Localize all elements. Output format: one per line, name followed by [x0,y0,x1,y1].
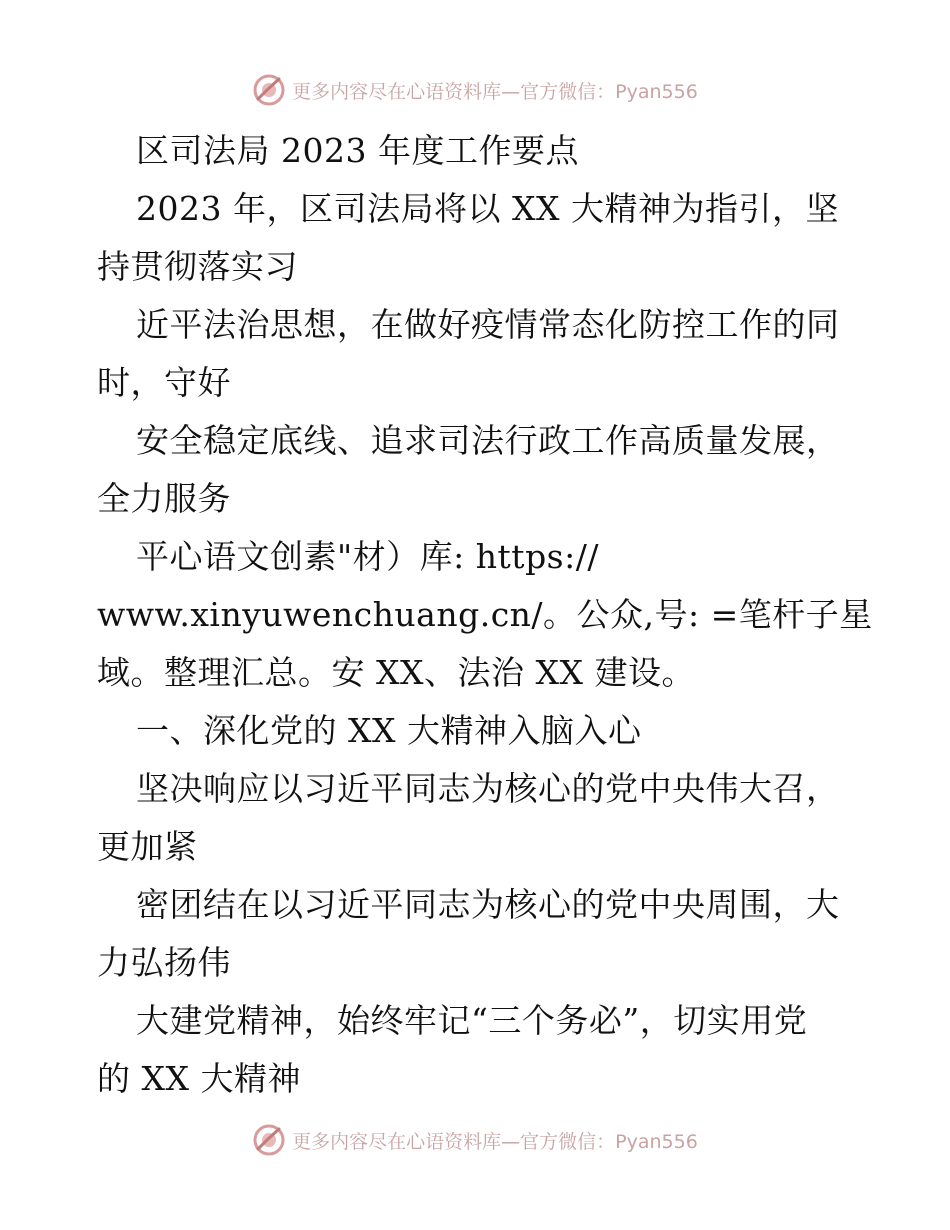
document-body [97,122,873,1108]
text-line: 密团结在以习近平同志为核心的党中央周围，大 [136,885,840,924]
text-line: 平心语文创素"材）库: https:// [136,537,599,576]
text-line: 坚决响应以习近平同志为核心的党中央伟大召， [136,769,840,808]
text-line: 近平法治思想，在做好疫情常态化防控工作的同 [136,305,840,344]
brand-logo-icon [252,1123,286,1157]
header-watermark [0,70,950,110]
text-line: 全力服务 [97,479,231,518]
text-line: 区司法局 2023 年度工作要点 [136,131,579,170]
text-line: 一、深化党的 XX 大精神入脑入心 [136,711,642,750]
text-line: 时，守好 [97,363,231,402]
text-line: 持贯彻落实习 [97,247,298,286]
watermark-text: 更多内容尽在心语资料库—官方微信：Pyan556 [292,80,698,103]
text-line: 力弘扬伟 [97,943,231,982]
text-line: 更加紧 [97,827,198,866]
text-line: www.xinyuwenchuang.cn/。公众,号: =笔杆子星 [97,595,873,634]
watermark-text: 更多内容尽在心语资料库—官方微信：Pyan556 [292,1130,698,1153]
text-line: 的 XX 大精神 [97,1059,301,1098]
footer-watermark [0,1120,950,1160]
brand-logo-icon [252,73,286,107]
text-line: 2023 年，区司法局将以 XX 大精神为指引，坚 [136,189,839,228]
text-line: 安全稳定底线、追求司法行政工作高质量发展， [136,421,840,460]
text-line: 域。整理汇总。安 XX、法治 XX 建设。 [97,653,695,692]
text-line: 大建党精神，始终牢记“三个务必”，切实用党 [136,1001,808,1040]
